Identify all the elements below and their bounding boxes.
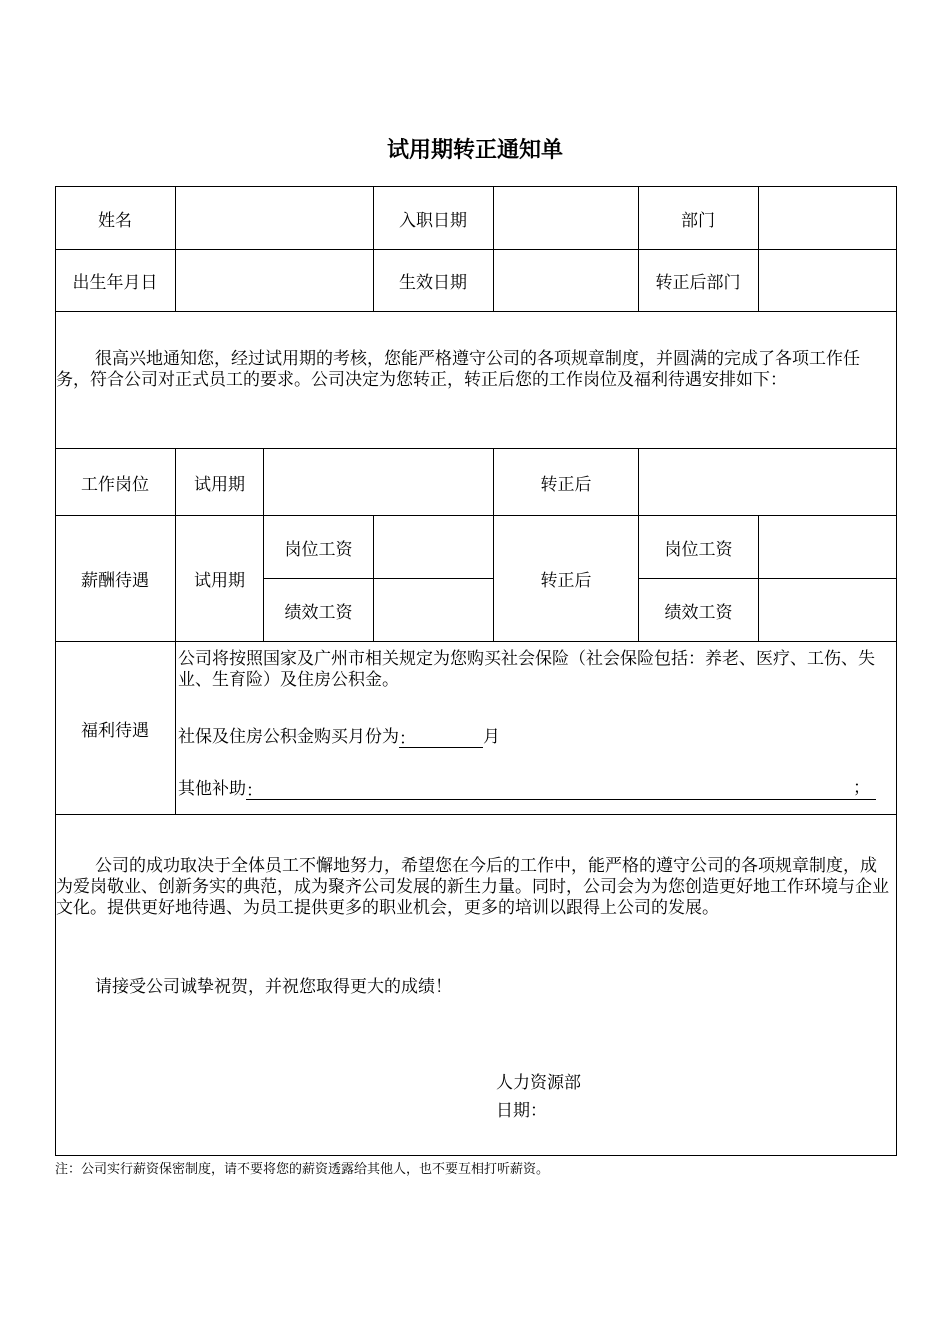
probation-base-pay-value[interactable] [374, 516, 493, 578]
insurance-months-line [178, 727, 890, 748]
signature-dept: 人力资源部 [496, 1073, 581, 1093]
insurance-text: 公司将按照国家及广州市相关规定为您购买社会保险（社会保险包括：养老、医疗、工伤、失业、生育险）及住房公积金。 [178, 649, 875, 690]
salary-label: 薪酬待遇 [81, 571, 149, 591]
footer-note: 注：公司实行薪资保密制度，请不要将您的薪资透露给其他人，也不要互相打听薪资。 [55, 1162, 550, 1177]
effective-date-label: 生效日期 [399, 273, 467, 293]
position-probation-value[interactable] [264, 449, 493, 515]
insurance-months-unit: 月 [483, 727, 500, 747]
after-perf-pay-value[interactable] [759, 579, 896, 641]
entry-date-label: 入职日期 [399, 210, 467, 231]
position-label: 工作岗位 [81, 474, 149, 495]
other-allowance-field[interactable]: ： ； [246, 781, 876, 800]
probation-perf-pay-value[interactable] [374, 579, 493, 641]
entry-date-value[interactable] [494, 187, 638, 249]
name-label: 姓名 [98, 210, 132, 231]
position-after-value[interactable] [639, 449, 896, 515]
effective-date-value[interactable] [494, 250, 638, 311]
position-after-label: 转正后 [540, 474, 592, 495]
name-value[interactable] [176, 187, 373, 249]
signature-date-label: 日期： [496, 1101, 547, 1121]
birth-value[interactable] [176, 250, 373, 311]
intro-paragraph: 很高兴地通知您，经过试用期的考核，您能严格遵守公司的各项规章制度，并圆满的完成了各项工作任务，符合公司对正式员工的要求。公司决定为您转正，转正后您的工作岗位及福利待遇安排如下： [56, 349, 860, 390]
birth-label: 出生年月日 [72, 273, 158, 293]
after-base-pay-value[interactable] [759, 516, 896, 578]
probation-base-pay-label: 岗位工资 [284, 539, 353, 560]
other-allowance-label: 其他补助 [178, 779, 246, 799]
position-probation-label: 试用期 [194, 474, 245, 495]
congrats-text: 请接受公司诚挚祝贺，并祝您取得更大的成绩！ [95, 977, 452, 997]
dept-value[interactable] [759, 187, 896, 249]
insurance-months-field[interactable]: ： [399, 729, 483, 748]
insurance-months-label: 社保及住房公积金购买月份为 [178, 727, 399, 747]
closing-paragraph: 公司的成功取决于全体员工不懈地努力，希望您在今后的工作中，能严格的遵守公司的各项规章制度，成为爱岗敬业、创新务实的典范，成为聚齐公司发展的新生力量。同时，公司会为为您创造更好地工作环境与企业文化。提供更好地待遇、为员工提供更多的职业机会，更多的培训以跟得上公司的发展。 [56, 856, 889, 918]
page-title: 试用期转正通知单 [386, 138, 563, 163]
dept-label: 部门 [681, 210, 715, 231]
salary-probation-label: 试用期 [194, 571, 245, 591]
benefits-label: 福利待遇 [81, 720, 149, 741]
other-allowance-line [178, 779, 890, 800]
salary-after-label: 转正后 [540, 571, 592, 591]
probation-perf-pay-label: 绩效工资 [284, 602, 353, 623]
after-base-pay-label: 岗位工资 [664, 539, 733, 560]
new-dept-value[interactable] [759, 250, 896, 311]
new-dept-label: 转正后部门 [655, 273, 741, 293]
after-perf-pay-label: 绩效工资 [664, 602, 733, 623]
